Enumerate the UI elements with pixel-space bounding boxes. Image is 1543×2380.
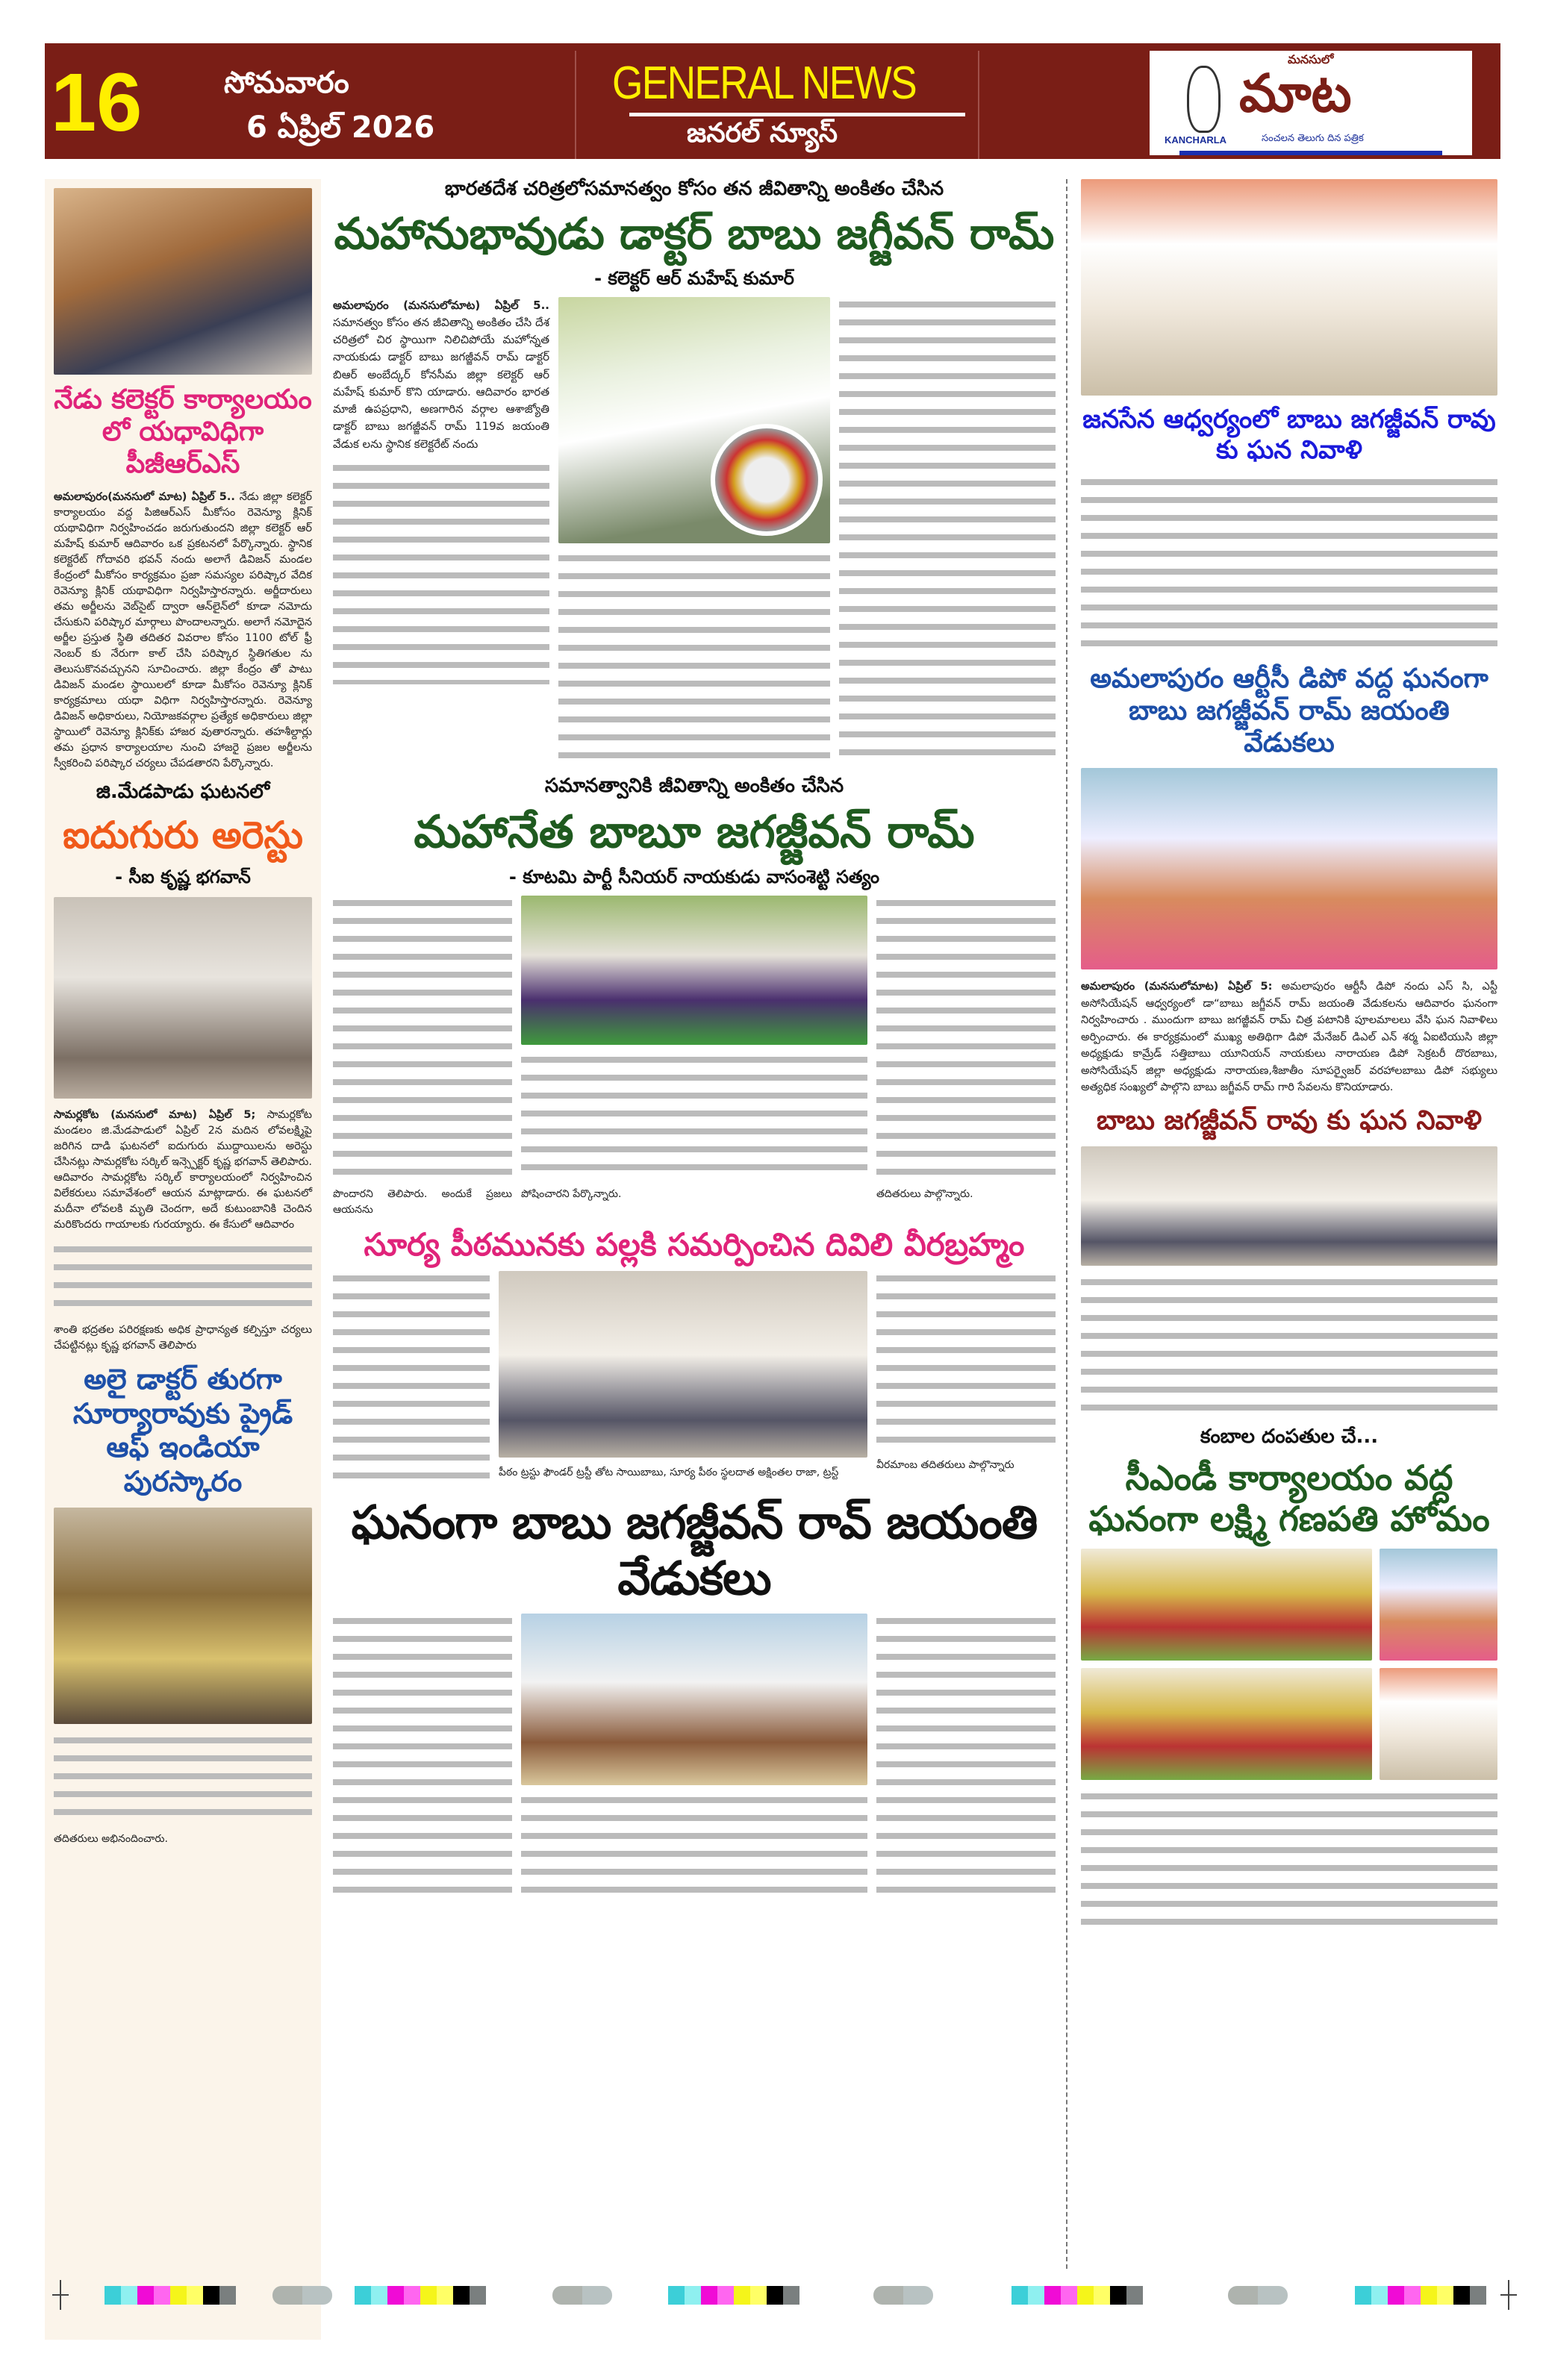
nivali-headline: బాబు జగజ్జీవన్ రావు కు ఘన నివాళి [1096, 1105, 1483, 1137]
color-swatch [1404, 2286, 1421, 2305]
article-text-continued [54, 1242, 312, 1314]
color-swatch [1028, 2286, 1044, 2305]
color-swatch [1044, 2286, 1061, 2305]
homam-photo [1081, 1549, 1372, 1661]
article-text [521, 1793, 867, 1897]
article-text: నేడు జిల్లా కలెక్టర్ కార్యాలయం వద్ద పిజిఆర్ఎస్ మీకోసం రెవెన్యూ క్లినిక్ యథావిధిగా నిర్వహించడం జరుగుతుందని జిల్లా కలెక్టర్ ఆర్ మహేష్ కుమార్ ఆదివారం ఒక ప్రకటనలో పేర్కొన్నారు. స్థానిక కలెక్టరేట్ గోదావరి భవన్ నందు అలాగే డివిజన్ మండల కేంద్రంలో మీకోసం కార్యక్రమం ప్రజా సమస్యల పరిష్కార వేదిక రెవెన్యూ క్లినిక్ యథావిధిగా నిర్వహిస్తారన్నారు. అర్జీదారులు తమ అర్జీలను వెబ్‌సైట్ ద్వారా ఆన్‌లైన్‌లో కూడా నమోదు చేసుకుని పరిష్కార మార్గాలు పొందాలన్నారు. అలాగే నమోదైన అర్జీల ప్రస్తుత స్థితి తదితర వివరాల కోసం 1100 టోల్ ఫ్రీ నెంబర్ కు నేరుగా కాల్ చేసి పరిష్కార స్థితిగతుల ను తెలుసుకొనవచ్చునని సూచించారు. జిల్లా కేంద్రం తో పాటు డివిజన్ మండల స్థాయిలలో కూడా మీకోసం రెవెన్యూ క్లినిక్ కార్యక్రమాలు యధా విధిగా నిర్వహిస్తారన్నారు. రెవెన్యూ డివిజన్ అధికారులు, నియోజకవర్గాల ప్రత్యేక అధికారులు జిల్లా స్థాయిలో రెవెన్యూ క్లినిక్‌కు హాజర వుతారన్నారు. తహశీల్దార్లు తమ ప్రధాన కార్యాలయాల నుంచి హాజరై ప్రజల అర్జీలను స్వీకరించి పరిష్కార చర్యలు చేపడతారని పేర్కొన్నారు. [54, 490, 312, 769]
nivali-photo [1081, 1146, 1497, 1266]
gray-swatch [873, 2286, 933, 2305]
article-end: పోషించారని పేర్కొన్నారు. [521, 1187, 622, 1200]
color-swatch [1355, 2286, 1371, 2305]
color-swatch [387, 2286, 404, 2305]
section-underline [629, 113, 965, 116]
color-swatch [1421, 2286, 1437, 2305]
color-swatch [1077, 2286, 1094, 2305]
main-article-grid [328, 297, 1060, 767]
right-column [1066, 179, 1500, 2269]
homam-photo [1380, 1549, 1497, 1661]
second-event-photo [521, 896, 867, 1045]
homam-kicker: కంబాల దంపతుల చే... [1200, 1425, 1379, 1448]
arrest-headline: ఐదుగురు అరెస్టు [63, 813, 303, 858]
homam-photo [1380, 1668, 1497, 1780]
color-swatch [783, 2286, 799, 2305]
pgrs-article [54, 490, 312, 772]
color-swatch [437, 2286, 453, 2305]
divider [575, 51, 576, 159]
color-swatch [701, 2286, 717, 2305]
color-swatch [1437, 2286, 1453, 2305]
palki-caption: పీఠం ట్రస్టు ఫౌండర్ ట్రస్టీ తోట సాయిబాబు, సూర్య పీఠం స్థలదాత అక్షింతల రాజా, ట్రస్ట్ [499, 1467, 839, 1479]
section-title-te: జనరల్ న్యూస్ [687, 118, 838, 149]
award-ending: తదితరులు అభినందించారు. [54, 1833, 168, 1846]
article-text [333, 1271, 490, 1487]
center-column [328, 178, 1060, 2275]
section-title-en: GENERAL NEWS [612, 57, 916, 109]
color-swatch [219, 2286, 236, 2305]
masthead [45, 43, 1500, 159]
article-text: సమానత్వం కోసం తన జీవితాన్ని అంకితం చేసి దేశ చరిత్రలో చిర స్థాయిగా నిలిచిపోయే మహోన్నత నాయకుడు డాక్టర్ బాబు జగజ్జీవన్ రామ్ డాక్టర్ బిఆర్ అంబేద్కర్ కోనసీమ జిల్లా కలెక్టర్ ఆర్ మహేష్ కుమార్ కొని యాడారు. ఆదివారం భారత మాజీ ఉపప్రధాని, అణగారిన వర్గాల ఆశాజ్యోతి డాక్టర్ బాబు జగజ్జీవన్ రామ్ 119వ జయంతి వేడుక లను స్థానిక కలెక్టరేట్ నందు [333, 315, 549, 451]
color-swatch [1061, 2286, 1077, 2305]
article-text [876, 1271, 1056, 1450]
logo-big: మాట [1239, 63, 1352, 124]
police-officer-photo [54, 897, 312, 1099]
color-swatch [355, 2286, 371, 2305]
second-headline: మహానేత బాబూ జగజ్జీవన్ రామ్ [414, 805, 975, 858]
gray-swatch [272, 2286, 332, 2305]
award-article-text [54, 1733, 312, 1823]
color-swatch [717, 2286, 734, 2305]
color-swatch [1126, 2286, 1143, 2305]
jayanti-article-grid [328, 1614, 1060, 1897]
homam-article-text [1081, 1789, 1497, 1931]
portrait-icon [1187, 66, 1221, 133]
article-text-continued [839, 297, 1056, 767]
homam-headline: సీఎండీ కార్యాలయం వద్ద ఘనంగా లక్ష్మి గణపతి హోమం [1088, 1457, 1490, 1539]
registration-mark-icon [1508, 2280, 1509, 2310]
newspaper-logo [1150, 51, 1472, 155]
arrest-kicker: జి.మేడపాడు ఘటనలో [96, 780, 270, 803]
color-swatch [1110, 2286, 1126, 2305]
arrest-article [54, 1108, 312, 1233]
janasena-headline: జనసేన ఆధ్వర్యంలో బాబు జగజ్జీవన్ రావు కు ఘన నివాళి [1082, 405, 1496, 465]
color-swatch [121, 2286, 137, 2305]
main-headline: మహానుభావుడు డాక్టర్ బాబు జగ్జీవన్ రామ్ [334, 208, 1055, 260]
color-swatch [734, 2286, 750, 2305]
logo-bar [1179, 151, 1442, 155]
color-swatch [668, 2286, 685, 2305]
color-swatch [1011, 2286, 1028, 2305]
jayanti-photo [521, 1614, 867, 1785]
color-swatch [420, 2286, 437, 2305]
article-text [521, 1052, 867, 1179]
second-article-grid [328, 896, 1060, 1219]
arrest-byline: - సీఐ కృష్ణ భగవాన్ [115, 866, 251, 888]
color-swatch [1470, 2286, 1486, 2305]
article-text-continued [558, 551, 830, 767]
jayanti-headline: ఘనంగా బాబు జగజ్జీవన్ రావ్ జయంతి వేడుకలు [351, 1495, 1038, 1605]
color-swatch [453, 2286, 470, 2305]
dateline: అమలాపురం (మనసులోమాట) ఏప్రిల్ 5.. [333, 298, 549, 312]
logo-brand: KANCHARLA [1165, 134, 1227, 146]
color-swatch [1371, 2286, 1388, 2305]
color-swatch [685, 2286, 701, 2305]
jagjivan-ram-portrait-inset [711, 424, 823, 536]
color-swatch [1094, 2286, 1110, 2305]
color-swatch [137, 2286, 154, 2305]
homam-photo [1081, 1668, 1372, 1780]
article-text [333, 1614, 512, 1897]
color-swatch [170, 2286, 187, 2305]
color-swatch [1453, 2286, 1470, 2305]
color-swatch [187, 2286, 203, 2305]
award-photo [54, 1508, 312, 1724]
gray-swatch [1228, 2286, 1288, 2305]
gray-swatch [552, 2286, 612, 2305]
palki-headline: సూర్య పీఠమునకు పల్లకి సమర్పించిన దివిలి వీరబ్రహ్మం [364, 1225, 1025, 1263]
divider [978, 51, 979, 159]
registration-mark-icon [60, 2280, 61, 2310]
color-swatch [750, 2286, 767, 2305]
color-swatch [371, 2286, 387, 2305]
article-text-continued [333, 460, 549, 684]
color-swatch [203, 2286, 219, 2305]
page-number: 16 [51, 57, 143, 149]
logo-small: మనసులో [1288, 52, 1334, 66]
main-kicker: భారతదేశ చరిత్రలోసమానత్వం కోసం తన జీవితాన్ని అంకితం చేసిన [444, 178, 944, 200]
article-end: వీరమాంబ తదితరులు పాల్గొన్నారు [876, 1459, 1014, 1472]
article-end: తదితరులు పాల్గొన్నారు. [876, 1187, 973, 1200]
collector-tribute-photo [558, 297, 830, 543]
color-swatch [1388, 2286, 1404, 2305]
palki-article-grid [328, 1271, 1060, 1487]
award-headline: అలై డాక్టర్ తురగా సూర్యారావుకు ప్రైడ్ ఆఫ్ ఇండియా పురస్కారం [72, 1362, 293, 1498]
dateline: సామర్లకోట (మనసులో మాట) ఏప్రిల్ 5; [54, 1108, 256, 1121]
dateline: అమలాపురం (మనసులోమాట) ఏప్రిల్ 5: [1081, 981, 1273, 993]
article-text [333, 896, 512, 1179]
color-swatch [404, 2286, 420, 2305]
collector-photo [54, 188, 312, 375]
article-text: అమలాపురం ఆర్టీసీ డిపో నందు ఎస్ సి, ఎస్టీ అసోసియేషన్ ఆధ్వర్యంలో డా“బాబు జగ్జీవన్ రామ్ జయంతి వేడుకలను ఆదివారం ఘనంగా నిర్వహించారు . ముందుగా బాబు జగజ్జీవన్ రామ్ చిత్ర పటానికి పూలమాలలు వేసి ఘన నివాళిలు అర్పించారు. ఈ కార్యక్రమంలో ముఖ్య అతిథిగా డిపో మేనేజర్ డిఎల్ ఎన్ శర్మ ఏఐటియుసి జిల్లా అధ్యక్షుడు కామ్రేడ్ సత్తిబాబు యూనియన్ నాయకులు నారాయణ డిపో సెక్రటరీ దొరబాబు, అసోసియేషన్ జిల్లా అధ్యక్షుడు నారాయణ,శీజాతీం సూపర్వైజర్ వరహాలబాబు డిపో సభ్యులు అత్యధిక సంఖ్యలో పాల్గొని బాబు జగ్జీవన్ రామ్ గారి సేవలను కొనియాడారు. [1081, 981, 1498, 1093]
color-swatch [767, 2286, 783, 2305]
print-color-bar [45, 2280, 1508, 2310]
janasena-article-text [1081, 475, 1497, 654]
left-column [45, 179, 321, 2340]
main-article [333, 297, 549, 453]
article-end: పొందారని తెలిపారు. అందుకే ప్రజలు ఆయనను [333, 1187, 512, 1216]
second-kicker: సమానత్వానికి జీవితాన్ని అంకితం చేసిన [544, 774, 844, 797]
article-text [876, 896, 1056, 1179]
janasena-photo [1081, 179, 1497, 396]
date: 6 ఏప్రిల్ 2026 [246, 110, 435, 145]
palki-photo [499, 1271, 867, 1458]
dateline: అమలాపురం(మనసులో మాట) ఏప్రిల్ 5.. [54, 490, 235, 503]
rtc-article [1081, 978, 1497, 1096]
arrest-ending: శాంతి భద్రతల పరిరక్షణకు అధిక ప్రాధాన్యత కల్పిస్తూ చర్యలు చేపట్టినట్లు కృష్ణ భగవాన్ తెలిపారు [54, 1323, 312, 1352]
color-swatch [105, 2286, 121, 2305]
article-text: సామర్లకోట మండలం జి.మేడపాడులో ఏప్రిల్ 2న మదిన లోవలక్ష్మిపై జరిగిన దాడి ఘటనలో ఐదుగురు ముద్దాయిలను అరెస్టు చేసినట్లు సామర్లకోట సర్కిల్ ఇన్స్పెక్టర్ కృష్ణ భగవాన్ తెలిపారు. ఆదివారం సామర్లకోట సర్కిల్ కార్యాలయంలో నిర్వహించిన విలేకరులు సమావేశంలో ఆయన మాట్లాడారు. ఈ ఘటనలో మదీనా లోవలకి మృతి చెందగా, అదే కుటుంబానికి చెందిన మరికొందరు గాయాలకు గురయ్యారు. ఈ కేసులో ఆదివారం [54, 1108, 313, 1231]
rtc-depot-photo [1081, 768, 1497, 969]
nivali-article-text [1081, 1275, 1497, 1417]
rtc-headline: అమలాపురం ఆర్టీసీ డిపో వద్ద ఘనంగా బాబు జగజ్జీవన్ రామ్ జయంతి వేడుకలు [1090, 663, 1489, 758]
main-byline: - కలెక్టర్ ఆర్ మహేష్ కుమార్ [594, 267, 794, 289]
pgrs-headline: నేడు కలెక్టర్ కార్యాలయం లో యధావిధిగా పీజీఆర్ఎస్ [54, 384, 312, 480]
logo-tagline: సంచలన తెలుగు దిన పత్రిక [1262, 133, 1364, 144]
homam-photo-grid [1081, 1549, 1497, 1780]
color-swatch [470, 2286, 486, 2305]
second-byline: - కూటమి పార్టీ సీనియర్ నాయకుడు వాసంశెట్టి సత్యం [508, 866, 880, 887]
article-text [876, 1614, 1056, 1897]
color-swatch [154, 2286, 170, 2305]
day: సోమవారం [224, 66, 349, 100]
